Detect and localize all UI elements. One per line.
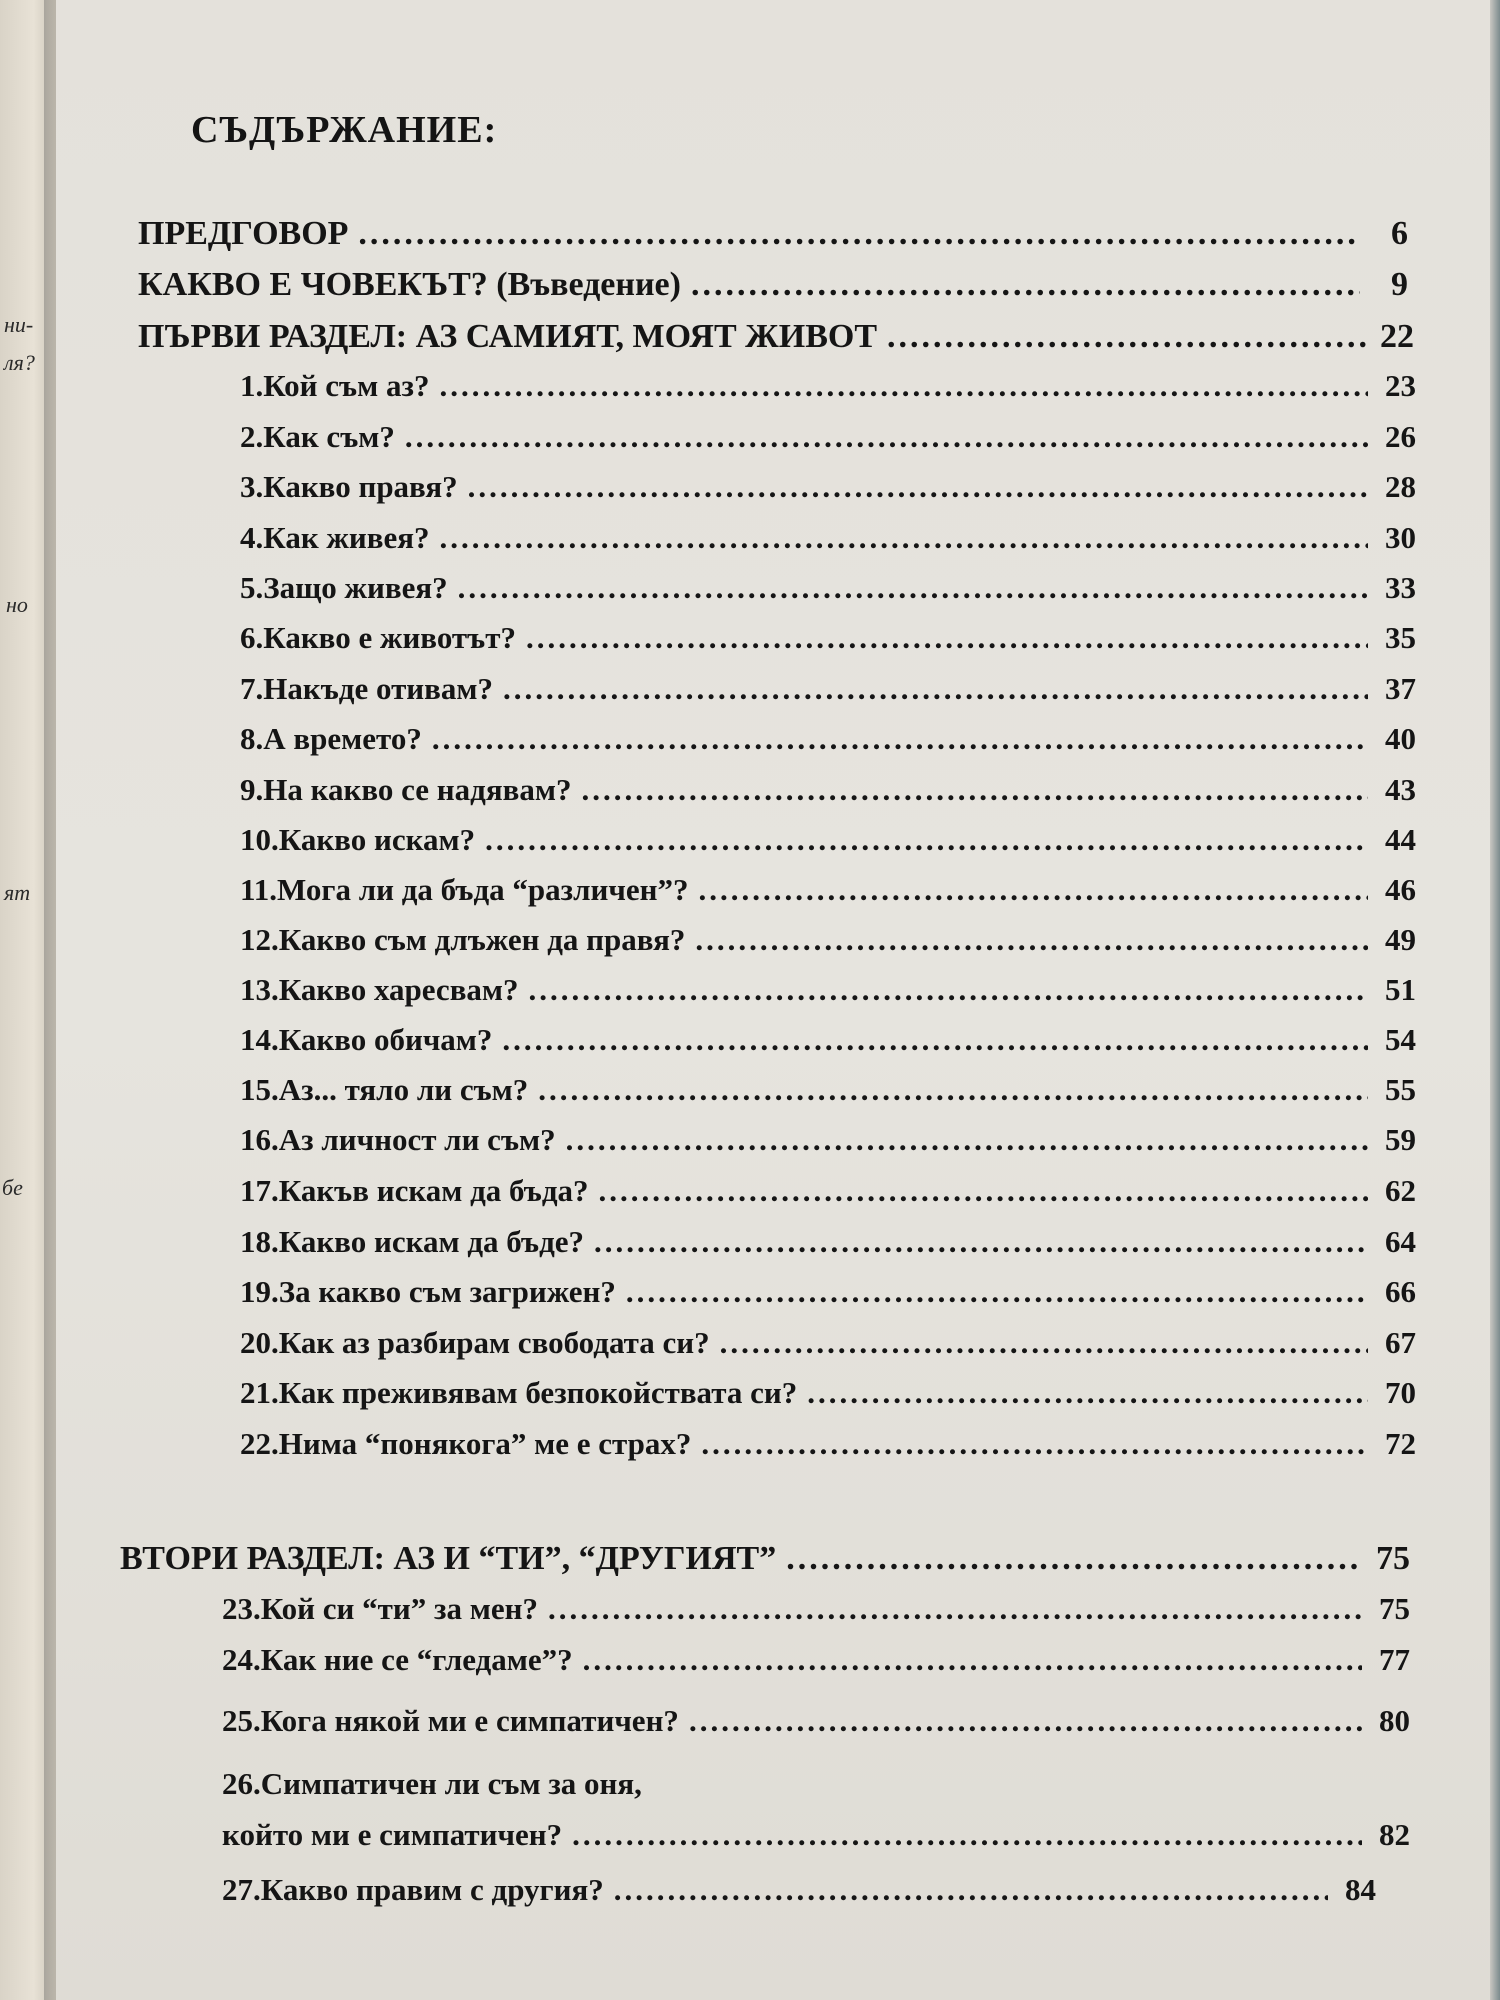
- toc-entry-label: 3.Какво правя?: [240, 469, 458, 504]
- toc-entry: [222, 1872, 1376, 1908]
- toc-entry: [240, 469, 1416, 505]
- page-right-edge: [1490, 0, 1500, 2000]
- toc-entry-page: 77: [1379, 1642, 1410, 1677]
- toc-entry-label: 2.Как съм?: [240, 419, 395, 454]
- toc-entry-page: 28: [1385, 469, 1416, 504]
- toc-entry-page: 84: [1345, 1872, 1376, 1907]
- toc-entry-page: 70: [1385, 1375, 1416, 1410]
- toc-leader-dots: [458, 570, 1368, 606]
- toc-entry-page: 26: [1385, 419, 1416, 454]
- toc-entry-page: 75: [1376, 1540, 1410, 1577]
- toc-leader-dots: [468, 469, 1368, 505]
- toc-leader-dots: [807, 1375, 1368, 1411]
- toc-entry-page: 30: [1385, 520, 1416, 555]
- toc-entry-page: 46: [1385, 872, 1416, 907]
- toc-entry: [240, 1426, 1416, 1462]
- toc-entry: [240, 1224, 1416, 1260]
- page-title: СЪДЪРЖАНИЕ:: [191, 109, 498, 151]
- toc-entry: [240, 1022, 1416, 1058]
- toc-entry-page: 44: [1385, 822, 1416, 857]
- toc-entry-label: 24.Как ние се “гледаме”?: [222, 1642, 573, 1677]
- toc-entry: [240, 419, 1416, 455]
- toc-leader-dots: [538, 1072, 1368, 1108]
- toc-leader-dots: [786, 1540, 1362, 1578]
- toc-entry-label: 15.Аз... тяло ли съм?: [240, 1072, 529, 1107]
- toc-entry-label: 7.Накъде отивам?: [240, 671, 494, 706]
- toc-leader-dots: [405, 419, 1368, 455]
- toc-leader-dots: [594, 1224, 1368, 1260]
- toc-leader-dots: [583, 1642, 1362, 1678]
- toc-leader-dots: [358, 215, 1360, 253]
- toc-entry: [240, 1173, 1416, 1209]
- toc-entry-label: 17.Какъв искам да бъда?: [240, 1173, 589, 1208]
- toc-leader-dots: [548, 1591, 1362, 1627]
- toc-entry: [240, 922, 1416, 958]
- toc-entry-label: 27.Какво правим с другия?: [222, 1872, 604, 1907]
- toc-entry-page: 67: [1385, 1325, 1416, 1360]
- toc-entry-page: 43: [1385, 772, 1416, 807]
- toc-leader-dots: [485, 822, 1368, 858]
- toc-leader-dots: [887, 318, 1366, 356]
- toc-entry-page: 35: [1385, 620, 1416, 655]
- toc-entry: [222, 1591, 1410, 1627]
- toc-entry-label: 23.Кой си “ти” за мен?: [222, 1591, 538, 1626]
- toc-entry-label: който ми е симпатичен?: [222, 1817, 563, 1852]
- facing-page-fragment: ля?: [4, 350, 35, 375]
- toc-entry-label: 5.Защо живея?: [240, 570, 448, 605]
- toc-entry-label: 8.А времето?: [240, 721, 422, 756]
- toc-entry: [222, 1642, 1410, 1678]
- toc-entry-label: 16.Аз личност ли съм?: [240, 1122, 556, 1157]
- toc-entry: [240, 1072, 1416, 1108]
- toc-leader-dots: [432, 721, 1368, 757]
- toc-entry-label: 1.Кой съм аз?: [240, 368, 430, 403]
- toc-leader-dots: [614, 1872, 1328, 1908]
- toc-entry-page: 59: [1385, 1122, 1416, 1157]
- toc-entry-page: 40: [1385, 721, 1416, 756]
- toc-section-heading: [120, 1540, 1410, 1578]
- toc-entry: [240, 620, 1416, 656]
- toc-entry-label: 20.Как аз разбирам свободата си?: [240, 1325, 710, 1360]
- toc-entry-page: 54: [1385, 1022, 1416, 1057]
- toc-entry-page: 55: [1385, 1072, 1416, 1107]
- toc-leader-dots: [529, 972, 1368, 1008]
- toc-entry: [138, 215, 1408, 253]
- toc-entry-label: 4.Как живея?: [240, 520, 430, 555]
- toc-entry-label: ВТОРИ РАЗДЕЛ: АЗ И “ТИ”, “ДРУГИЯТ”: [120, 1540, 777, 1577]
- toc-entry-page: 33: [1385, 570, 1416, 605]
- toc-section-heading: [138, 318, 1414, 356]
- toc-leader-dots: [698, 872, 1368, 908]
- toc-entry-page: 82: [1379, 1817, 1410, 1852]
- toc-entry-label: 10.Какво искам?: [240, 822, 476, 857]
- toc-entry-label: КАКВО Е ЧОВЕКЪТ? (Въведение): [138, 266, 681, 303]
- toc-entry-label: ПРЕДГОВОР: [138, 215, 349, 252]
- toc-entry-page: 72: [1385, 1426, 1416, 1461]
- toc-leader-dots: [439, 368, 1368, 404]
- toc-entry: [222, 1817, 1410, 1853]
- toc-entry-page: 6: [1391, 215, 1408, 252]
- toc-entry: [240, 872, 1416, 908]
- toc-leader-dots: [526, 620, 1368, 656]
- toc-leader-dots: [440, 520, 1368, 556]
- toc-entry-label: 13.Какво харесвам?: [240, 972, 519, 1007]
- toc-entry-label: 18.Какво искам да бъде?: [240, 1224, 585, 1259]
- toc-entry-page: 23: [1385, 368, 1416, 403]
- toc-leader-dots: [695, 922, 1368, 958]
- toc-entry-label: 19.За какво съм загрижен?: [240, 1274, 616, 1309]
- toc-entry-label: ПЪРВИ РАЗДЕЛ: АЗ САМИЯТ, МОЯТ ЖИВОТ: [138, 318, 878, 355]
- toc-entry-page: 75: [1379, 1591, 1410, 1626]
- toc-entry-label: 21.Как преживявам безпокойствата си?: [240, 1375, 798, 1410]
- toc-entry-page: 37: [1385, 671, 1416, 706]
- toc-entry-label: 22.Нима “понякога” ме е страх?: [240, 1426, 692, 1461]
- toc-entry-page: 62: [1385, 1173, 1416, 1208]
- toc-entry: [240, 721, 1416, 757]
- toc-leader-dots: [566, 1122, 1368, 1158]
- toc-entry-label: 12.Какво съм длъжен да правя?: [240, 922, 686, 957]
- toc-entry: [240, 671, 1416, 707]
- toc-entry: [240, 1325, 1416, 1361]
- toc-leader-dots: [720, 1325, 1368, 1361]
- toc-leader-dots: [689, 1703, 1362, 1739]
- toc-entry: [240, 570, 1416, 606]
- facing-page-fragment: ни-: [4, 312, 34, 337]
- toc-entry: [240, 1274, 1416, 1310]
- toc-entry-page: 80: [1379, 1703, 1410, 1738]
- toc-entry-page: 9: [1391, 266, 1408, 303]
- toc-entry: [240, 1375, 1416, 1411]
- toc-entry-label: 6.Какво е животът?: [240, 620, 516, 655]
- toc-leader-dots: [691, 266, 1360, 304]
- facing-page-fragment: бе: [2, 1175, 23, 1200]
- toc-entry-page: 51: [1385, 972, 1416, 1007]
- toc-entry: [240, 1122, 1416, 1158]
- facing-page-fragment: ят: [4, 880, 31, 905]
- toc-leader-dots: [503, 671, 1368, 707]
- toc-leader-dots: [701, 1426, 1368, 1462]
- toc-entry: [240, 972, 1416, 1008]
- toc-entry: [222, 1703, 1410, 1739]
- toc-leader-dots: [502, 1022, 1368, 1058]
- toc-entry-label: 26.Симпатичен ли съм за оня,: [222, 1766, 642, 1801]
- toc-entry-page: 49: [1385, 922, 1416, 957]
- book-page: [56, 0, 1500, 2000]
- toc-entry: [240, 772, 1416, 808]
- toc-leader-dots: [572, 1817, 1362, 1853]
- toc-leader-dots: [599, 1173, 1368, 1209]
- toc-entry: [240, 520, 1416, 556]
- toc-entry-label: 25.Кога някой ми е симпатичен?: [222, 1703, 679, 1738]
- toc-entry-page: 64: [1385, 1224, 1416, 1259]
- toc-entry-label: 11.Мога ли да бъда “различен”?: [240, 872, 689, 907]
- toc-entry: [240, 368, 1416, 404]
- toc-entry-page: 22: [1380, 318, 1414, 355]
- toc-entry-page: 66: [1385, 1274, 1416, 1309]
- toc-entry-label: 9.На какво се надявам?: [240, 772, 572, 807]
- toc-entry: [138, 266, 1408, 304]
- toc-entry: [240, 822, 1416, 858]
- toc-leader-dots: [626, 1274, 1368, 1310]
- toc-leader-dots: [581, 772, 1368, 808]
- toc-entry-label: 14.Какво обичам?: [240, 1022, 493, 1057]
- facing-page-fragment: но: [6, 592, 28, 617]
